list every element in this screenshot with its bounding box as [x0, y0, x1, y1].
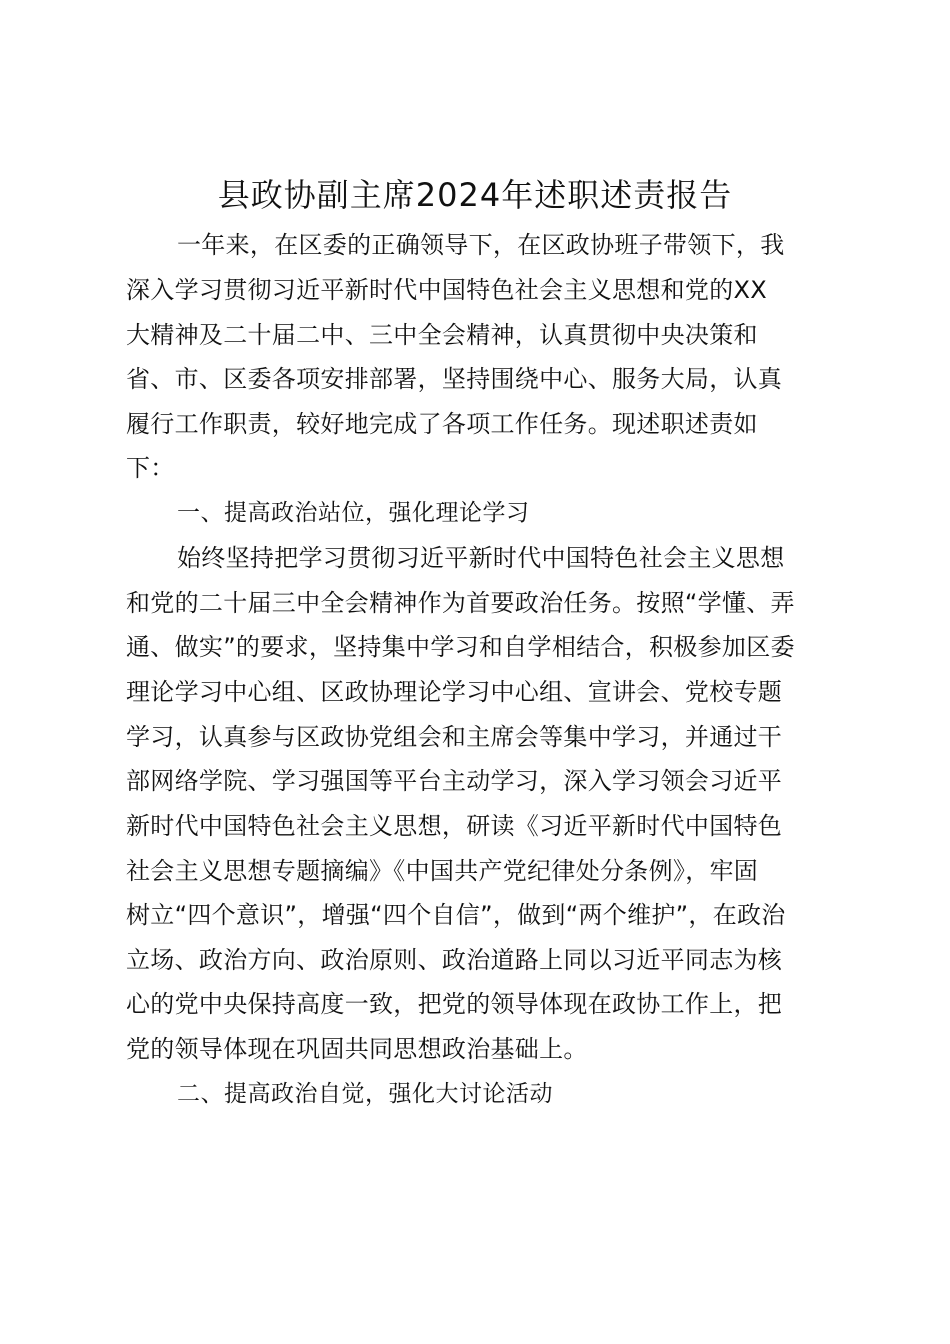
paragraph-line: 社会主义思想专题摘编》《中国共产党纪律处分条例》，牢固: [126, 857, 759, 885]
paragraph-line: 党的领导体现在巩固共同思想政治基础上。: [126, 1035, 588, 1063]
paragraph-line: 履行工作职责，较好地完成了各项工作任务。现述职述责如: [126, 410, 758, 438]
document-title: 县政协副主席2024年述职述责报告: [217, 176, 733, 214]
section-heading: 一、提高政治站位，强化理论学习: [177, 500, 530, 526]
paragraph-line: 树立“四个意识”，增强“四个自信”，做到“两个维护”，在政治: [126, 901, 786, 929]
paragraph-line: 始终坚持把学习贯彻习近平新时代中国特色社会主义思想: [177, 544, 785, 572]
paragraph-line: 省、市、区委各项安排部署，坚持围绕中心、服务大局，认真: [126, 365, 783, 393]
paragraph-line: 大精神及二十届二中、三中全会精神，认真贯彻中央决策和: [126, 321, 758, 349]
paragraph-line: 一年来，在区委的正确领导下，在区政协班子带领下，我: [177, 231, 785, 259]
paragraph-line: 学习，认真参与区政协党组会和主席会等集中学习，并通过干: [126, 723, 783, 751]
paragraph-line: 和党的二十届三中全会精神作为首要政治任务。按照“学懂、弄: [126, 589, 795, 617]
paragraph-line: 理论学习中心组、区政协理论学习中心组、宣讲会、党校专题: [126, 678, 783, 706]
paragraph-line: 新时代中国特色社会主义思想，研读《习近平新时代中国特色: [126, 812, 783, 840]
paragraph-line: 下：: [126, 454, 175, 482]
paragraph-line: 立场、政治方向、政治原则、政治道路上同以习近平同志为核: [126, 946, 783, 974]
paragraph-line: 部网络学院、学习强国等平台主动学习，深入学习领会习近平: [126, 767, 783, 795]
paragraph-line: 通、做实”的要求，坚持集中学习和自学相结合，积极参加区委: [126, 633, 795, 661]
paragraph-line: 心的党中央保持高度一致，把党的领导体现在政协工作上，把: [126, 990, 783, 1018]
section-heading: 二、提高政治自觉，强化大讨论活动: [177, 1081, 553, 1107]
paragraph-line: 深入学习贯彻习近平新时代中国特色社会主义思想和党的XX: [126, 276, 767, 304]
